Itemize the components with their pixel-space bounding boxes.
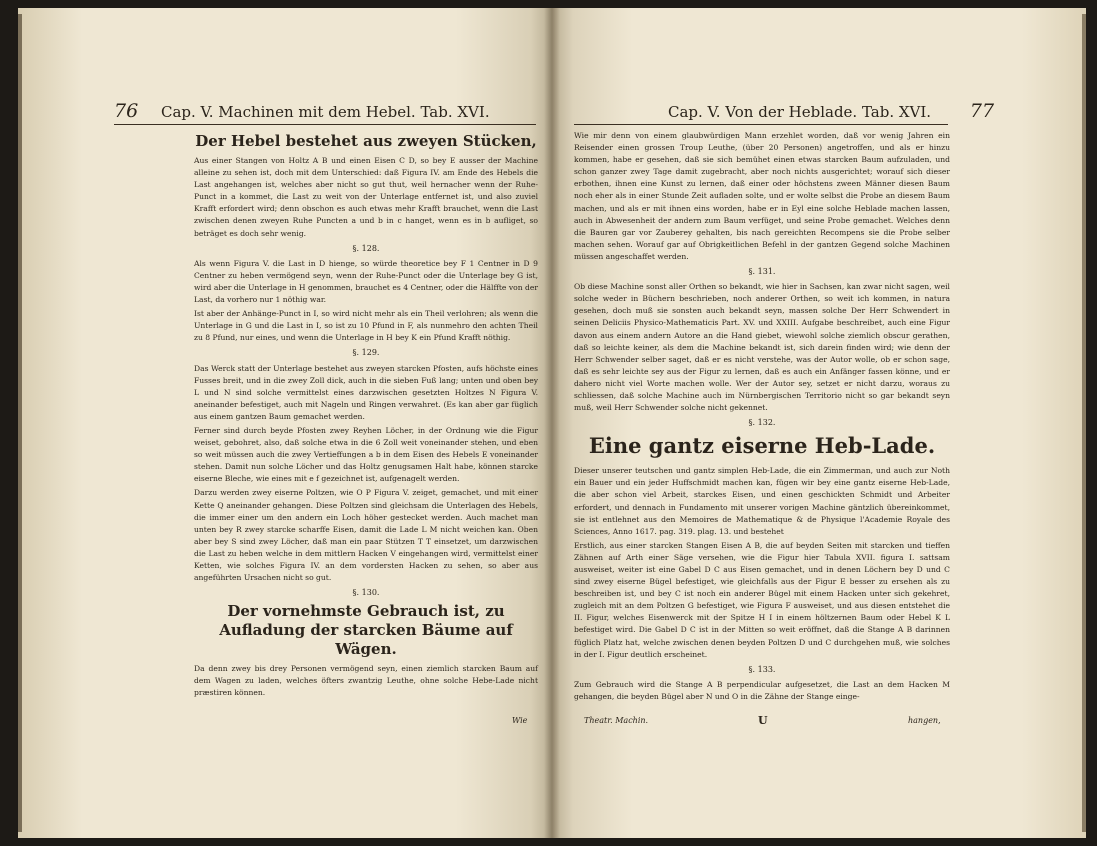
- right-page-number: 77: [969, 100, 995, 122]
- right-paragraph-2: Ob diese Machine sonst aller Orthen so bekandt, wie hier in Sachsen, kan zwar nicht sagen, weil solche weder in Büchern beschrieben, noch anderer Orthen, so weit ich kommen, in natura gesehen, doch muß sie sonsten auch bekandt seyn, massen solche Der Herr Schwendert in seinen Deliciis Physico-Mathematicis Part. XV. und XXIII. Aufgabe beschreibet, auch eine Figur davon aus einem andern Autore an die Hand giebet, wiewohl solche ziemlich obscur gerathen, daß so leichte keiner, als dem die Machine bekandt ist, sich darein finden wird; wie denn der Herr Schwender selber saget, daß er es nicht verstehe, was der Autor wolle, ob er schon sage, daß es sehr leichte sey aus der Figur zu lernen, daß es auch ein Anfänger fassen könne, und er dahero nicht viel Worte machen wolle. Wer der Autor sey, setzet er nicht darzu, woraus zu schliessen, daß solche Machine auch im Nürnbergischen Territorio nicht so gar bekandt seyn muß, weil Herr Schwender solche nicht gekennet.: [574, 282, 950, 413]
- right-paragraph-4: Erstlich, aus einer starcken Stangen Eisen A B, die auf beyden Seiten mit starcken und tieffen Zähnen auf Arth einer Säge versehen, wie die Figur hier Tabula XVII. figura I. sattsam ausweiset, weiter ist eine Gabel D C aus Eisen gemachet, und in denen Löchern bey D und C sind zwey eiserne Bügel befestiget, wie gleichfalls aus der Figur E besser zu ersehen als zu beschreiben ist, und bey C ist noch ein anderer Bügel mit einem Hacken unter sich gekehret, zugleich mit an dem Poltzen G befestiget, wie Figura F ausweiset, und aus diesen entstehet die II. Figur, welches Eisenwerck mit der Spitze H I in einem höltzernen Baum oder Hebel K L befestiget wird. Die Gabel D C ist in der Mitten so weit eröffnet, daß die Stange A B darinnen füglich Platz hat, welche zwischen denen beyden Poltzen D und C durchgehen muß, wie solches in der I. Figur deutlich erscheinet.: [574, 540, 950, 659]
- left-paragraph-7: Da denn zwey bis drey Personen vermögend seyn, einen ziemlich starcken Baum auf dem Wagen zu laden, welches öfters zwantzig Leuthe, ohne solche Hebe-Lade nicht præstiren können.: [194, 664, 538, 698]
- right-paragraph-3: Dieser unserer teutschen und gantz simplen Heb-Lade, die ein Zimmerman, und auch zur Noth ein Bauer und ein jeder Huffschmidt machen kan, fügen wir bey eine gantz eiserne Heb-Lade, die aber schon viel Arbeit, starckes Eisen, und einen geschickten Schmidt und Arbeiter erfordert, und dennach in Fundamento mit unserer vorigen Machine gäntzlich übereinkommet, sie ist entlehnet aus den Memoires de Mathematique & de Physique l'Academie Royale des Sciences, Anno 1617. pag. 319. plag. 13. und bestehet: [574, 466, 950, 536]
- right-section-131: §. 131.: [748, 267, 776, 277]
- left-section-129: §. 129.: [352, 348, 380, 358]
- left-paragraph-1: Aus einer Stangen von Holtz A B und einen Eisen C D, so bey E ausser der Machine alleine zu sehen ist, doch mit dem Unterschied: daß Figura IV. am Ende des Hebels die Last angehangen ist, welches aber nicht so gut thut, weil hernacher wenn der Ruhe-Punct in a kommet, die Last zu weit von der Unterlage entfernet ist, und also zuviel Krafft erfordert wird; denn obschon es auch etwas mehr Krafft brauchet, wenn die Last zwischen denen zweyen Ruhe Puncten a und b in c hanget, wenn es in b aufliget, so beträget es doch sehr wenig.: [194, 156, 538, 238]
- left-page-number: 76: [114, 100, 139, 122]
- left-paragraph-5: Ferner sind durch beyde Pfosten zwey Reyhen Löcher, in der Ordnung wie die Figur weiset, gebohret, also, daß solche etwa in die 6 Zoll weit voneinander stehen, und eben so weit müssen auch die zwey Vertieffungen a b in dem Eisen des Hebels E voneinander stehen. Damit nun solche Löcher und das Holtz genugsamen Halt habe, können starcke eiserne Bleche, wie eines mit e f gezeichnet ist, aufgenagelt werden.: [194, 425, 538, 484]
- right-head-rule: [574, 124, 948, 125]
- right-paragraph-1: Wie mir denn von einem glaubwürdigen Mann erzehlet worden, daß vor wenig Jahren ein Reisender einen grossen Troup Leuthe, (über 20 Personen) angetroffen, und als er hinzu kommen, habe er gesehen, daß sie sich bemühet einen etwas starcken Baum aufzuladen, und schon ganzer zwey Tage damit zugebracht, aber noch nichts ausgerichtet; worauf sich dieser erbothen, ihnen eine Kunst zu lernen, daß einer oder höchstens zween Männer diesen Baum noch eher als in einer Stunde Zeit aufladen solte, und er wolte selbst die Probe an diesem Baum machen, und als er mit ihnen eins worden, habe er in Eyl eine solche Heblade machen lassen, auch in Abwesenheit der andern zum Baum verfüget, und seine Probe gemachet. Welches denn die Bauren gar vor Zauberey gehalten, bis nach gereichten Recompens sie die Probe selber machen sehen. Worauf gar auf Obrigkeitlichen Befehl in der gantzen Gegend solche Machinen müssen angeschaffet werden.: [574, 131, 950, 261]
- left-paragraph-3: Ist aber der Anhänge-Punct in I, so wird nicht mehr als ein Theil verlohren; als wenn die Unterlage in G und die Last in I, so ist zu 10 Pfund in F, als nunmehro den achten Theil zu 8 Pfund, nur eines, und wenn die Unterlage in H bey K ein Pfund Krafft nöthig.: [194, 309, 538, 343]
- left-head-rule: [114, 124, 536, 125]
- right-signature-mark: U: [758, 714, 768, 727]
- left-heading-1: Der Hebel bestehet aus zweyen Stücken,: [195, 132, 537, 150]
- left-text-column: [194, 130, 538, 702]
- right-running-head: [610, 100, 1010, 122]
- left-page-edge: [18, 14, 22, 832]
- left-section-128: §. 128.: [352, 243, 380, 253]
- left-heading-2: Der vornehmste Gebrauch ist, zu Aufladung der starcken Bäume auf Wägen.: [219, 602, 513, 659]
- right-text-column: [574, 130, 950, 705]
- left-running-head: [114, 100, 534, 122]
- left-head-text: Cap. V. Machinen mit dem Hebel. Tab. XVI.: [160, 103, 490, 121]
- right-page: [552, 8, 1086, 838]
- left-paragraph-6: Darzu werden zwey eiserne Poltzen, wie O P Figura V. zeiget, gemachet, und mit einer Kette Q aneinander gehangen. Diese Poltzen sind gleichsam die Unterlagen des Hebels, die immer einer um den andern ein Loch höher gestecket werden. Auch machet man unten bey R zwey starcke scharffe Eisen, damit die Lade L M nicht weichen kan. Oben aber bey S sind zwey Löcher, daß man ein paar Stützen T T einsetzet, um darzwischen die Last zu heben welche in dem mittlern Hacken V eingehangen wird, vermittelst einer Ketten, wie solches Figura IV. an dem vordersten Hacken zu sehen, so aber aus angeführten Ursachen nicht so gut.: [194, 488, 538, 583]
- left-section-130: §. 130.: [352, 588, 380, 598]
- right-head-text: Cap. V. Von der Heblade. Tab. XVI.: [668, 103, 932, 121]
- right-section-132: §. 132.: [748, 418, 776, 428]
- right-section-133: §. 133.: [748, 664, 776, 674]
- left-page: [18, 8, 552, 838]
- open-book: [18, 8, 1086, 838]
- right-catchword: hangen,: [908, 716, 941, 725]
- right-paragraph-5: Zum Gebrauch wird die Stange A B perpendicular aufgesetzet, die Last an dem Hacken M gehangen, die beyden Bügel aber N und O in die Zähne der Stange einge-: [574, 679, 950, 701]
- left-paragraph-4: Das Werck statt der Unterlage bestehet aus zweyen starcken Pfosten, aufs höchste eines Fusses breit, und in die zwey Zoll dick, auch in die sieben Fuß lang; unten und oben bey L und N sind solche vermittelst eines darzwischen gesetzten Holtzes N Figura V. aneinander befestiget, auch mit Nageln und Ringen verwahret. (Es kan aber gar füglich aus einem gantzen Baum gemachet werden.: [194, 363, 538, 421]
- right-signature-title: Theatr. Machin.: [584, 716, 649, 725]
- left-catchword: Wie: [512, 716, 528, 725]
- left-paragraph-2: Als wenn Figura V. die Last in D hienge, so würde theoretice bey F 1 Centner in D 9 Centner zu heben vermögend seyn, wenn der Ruhe-Punct oder die Unterlage bey G ist, wird aber die Unterlage in H genommen, brauchet es 4 Centner, oder die Hälffte von der Last, da vorhero nur 1 nöthig war.: [194, 258, 538, 305]
- book-gutter: [544, 8, 560, 838]
- right-page-edge: [1082, 14, 1086, 832]
- right-heading-1: Eine gantz eiserne Heb-Lade.: [588, 433, 936, 459]
